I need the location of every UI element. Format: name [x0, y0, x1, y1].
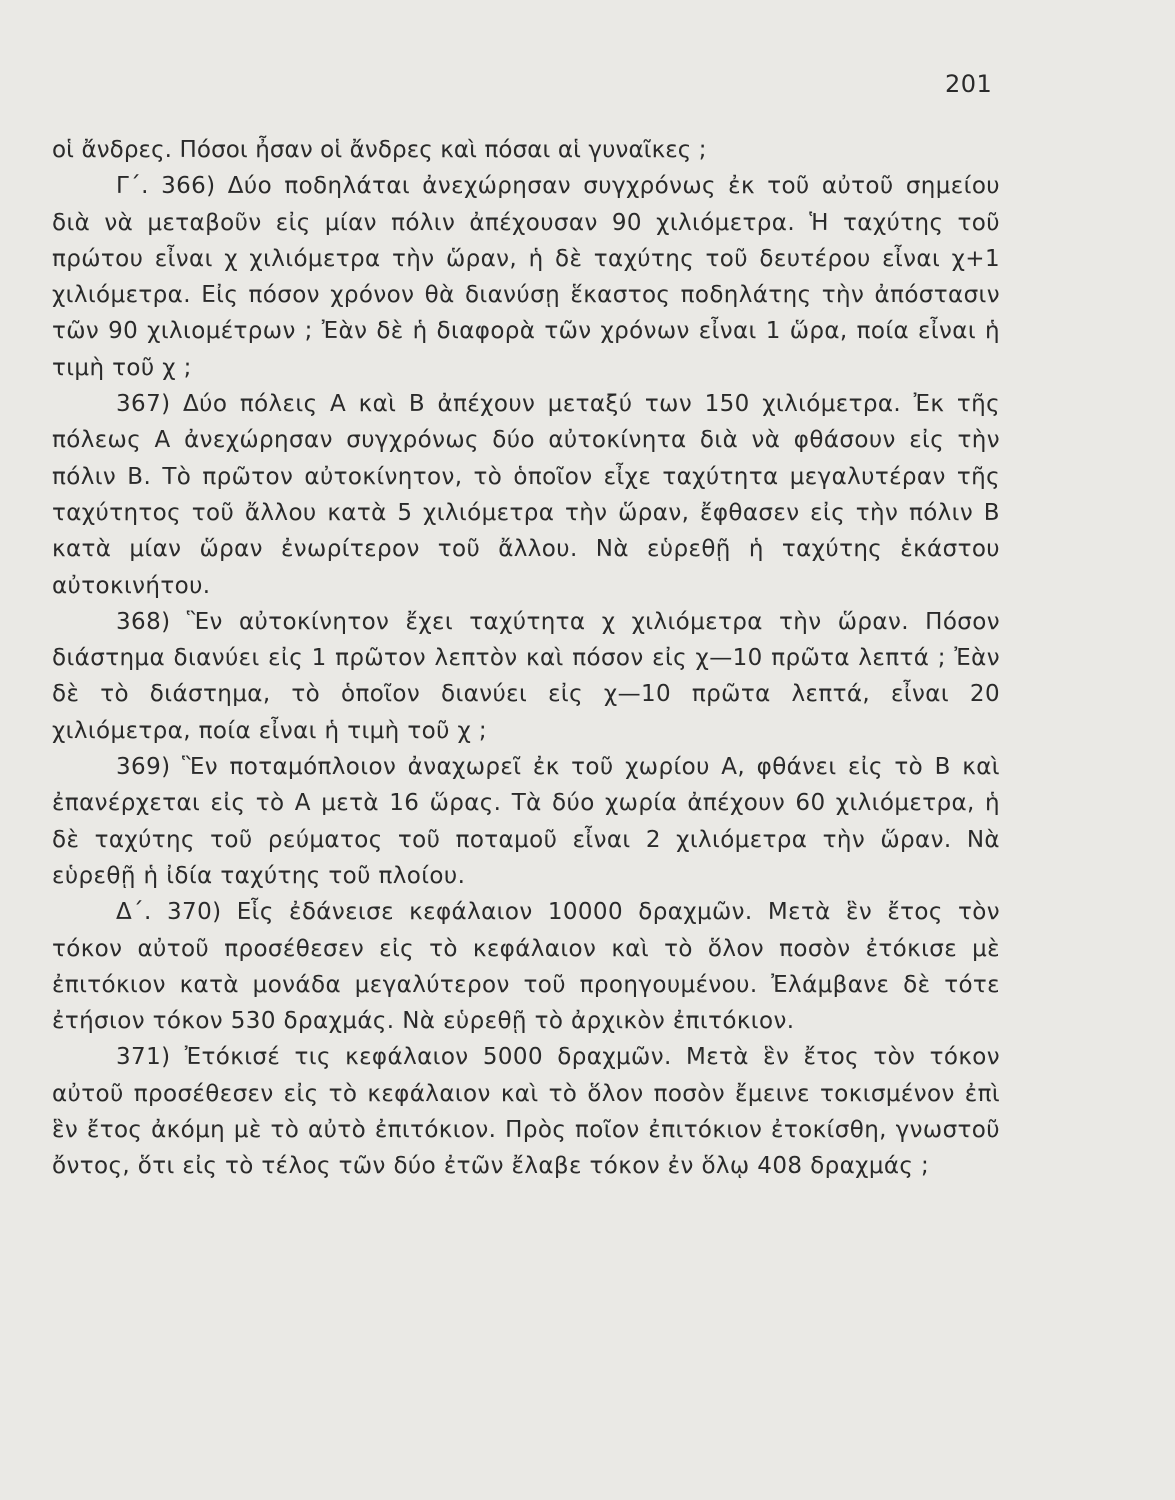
page-body [52, 132, 1000, 1185]
problem-370: Δ΄. 370) Εἷς ἐδάνεισε κεφάλαιον 10000 δραχμῶν. Μετὰ ἓν ἔτος τὸν τόκον αὐτοῦ προσέθεσεν εἰς τὸ κεφάλαιον καὶ τὸ ὅλον ποσὸν ἐτόκισε μὲ ἐπιτόκιον κατὰ μονάδα μεγαλύτερον τοῦ προηγουμένου. Ἐλάμβανε δὲ τότε ἐτήσιον τόκον 530 δραχμάς. Νὰ εὑρεθῇ τὸ ἀρχικὸν ἐπιτόκιον. [52, 899, 1000, 1035]
problem-368: 368) Ἓν αὐτοκίνητον ἔχει ταχύτητα χ χιλιόμετρα τὴν ὥραν. Πόσον διάστημα διανύει εἰς 1 πρῶτον λεπτὸν καὶ πόσον εἰς χ—10 πρῶτα λεπτά ; Ἐὰν δὲ τὸ διάστημα, τὸ ὁποῖον διανύει εἰς χ—10 πρῶτα λεπτά, εἶναι 20 χιλιόμετρα, ποία εἶναι ἡ τιμὴ τοῦ χ ; [52, 608, 1000, 744]
problem-366: Γ΄. 366) Δύο ποδηλάται ἀνεχώρησαν συγχρόνως ἐκ τοῦ αὐτοῦ σημείου διὰ νὰ μεταβοῦν εἰς μίαν πόλιν ἀπέχουσαν 90 χιλιόμετρα. Ἡ ταχύτης τοῦ πρώτου εἶναι χ χιλιόμετρα τὴν ὥραν, ἡ δὲ ταχύτης τοῦ δευτέρου εἶναι χ+1 χιλιόμετρα. Εἰς πόσον χρόνον θὰ διανύσῃ ἕκαστος ποδηλάτης τὴν ἀπόστασιν τῶν 90 χιλιομέτρων ; Ἐὰν δὲ ἡ διαφορὰ τῶν χρόνων εἶναι 1 ὥρα, ποία εἶναι ἡ τιμὴ τοῦ χ ; [52, 173, 1000, 381]
problem-367: 367) Δύο πόλεις Α καὶ Β ἀπέχουν μεταξύ των 150 χιλιόμετρα. Ἐκ τῆς πόλεως Α ἀνεχώρησαν συγχρόνως δύο αὐτοκίνητα διὰ νὰ φθάσουν εἰς τὴν πόλιν Β. Τὸ πρῶτον αὐτοκίνητον, τὸ ὁποῖον εἶχε ταχύτητα μεγαλυτέραν τῆς ταχύτητος τοῦ ἄλλου κατὰ 5 χιλιόμετρα τὴν ὥραν, ἔφθασεν εἰς τὴν πόλιν Β κατὰ μίαν ὥραν ἐνωρίτερον τοῦ ἄλλου. Νὰ εὑρεθῇ ἡ ταχύτης ἑκάστου αὐτοκινήτου. [52, 391, 1000, 599]
problem-369: 369) Ἓν ποταμόπλοιον ἀναχωρεῖ ἐκ τοῦ χωρίου Α, φθάνει εἰς τὸ Β καὶ ἐπανέρχεται εἰς τὸ Α μετὰ 16 ὥρας. Τὰ δύο χωρία ἀπέχουν 60 χιλιόμετρα, ἡ δὲ ταχύτης τοῦ ρεύματος τοῦ ποταμοῦ εἶναι 2 χιλιόμετρα τὴν ὥραν. Νὰ εὑρεθῇ ἡ ἰδία ταχύτης τοῦ πλοίου. [52, 754, 1000, 889]
page-number: 201 [945, 70, 993, 98]
problem-371: 371) Ἐτόκισέ τις κεφάλαιον 5000 δραχμῶν. Μετὰ ἓν ἔτος τὸν τόκον αὐτοῦ προσέθεσεν εἰς τὸ κεφάλαιον καὶ τὸ ὅλον ποσὸν ἔμεινε τοκισμένον ἐπὶ ἓν ἔτος ἀκόμη μὲ τὸ αὐτὸ ἐπιτόκιον. Πρὸς ποῖον ἐπιτόκιον ἐτοκίσθη, γνωστοῦ ὄντος, ὅτι εἰς τὸ τέλος τῶν δύο ἐτῶν ἔλαβε τόκον ἐν ὅλῳ 408 δραχμάς ; [52, 1044, 1000, 1180]
paragraph-continuation: οἱ ἄνδρες. Πόσοι ἦσαν οἱ ἄνδρες καὶ πόσαι αἱ γυναῖκες ; [52, 137, 707, 163]
